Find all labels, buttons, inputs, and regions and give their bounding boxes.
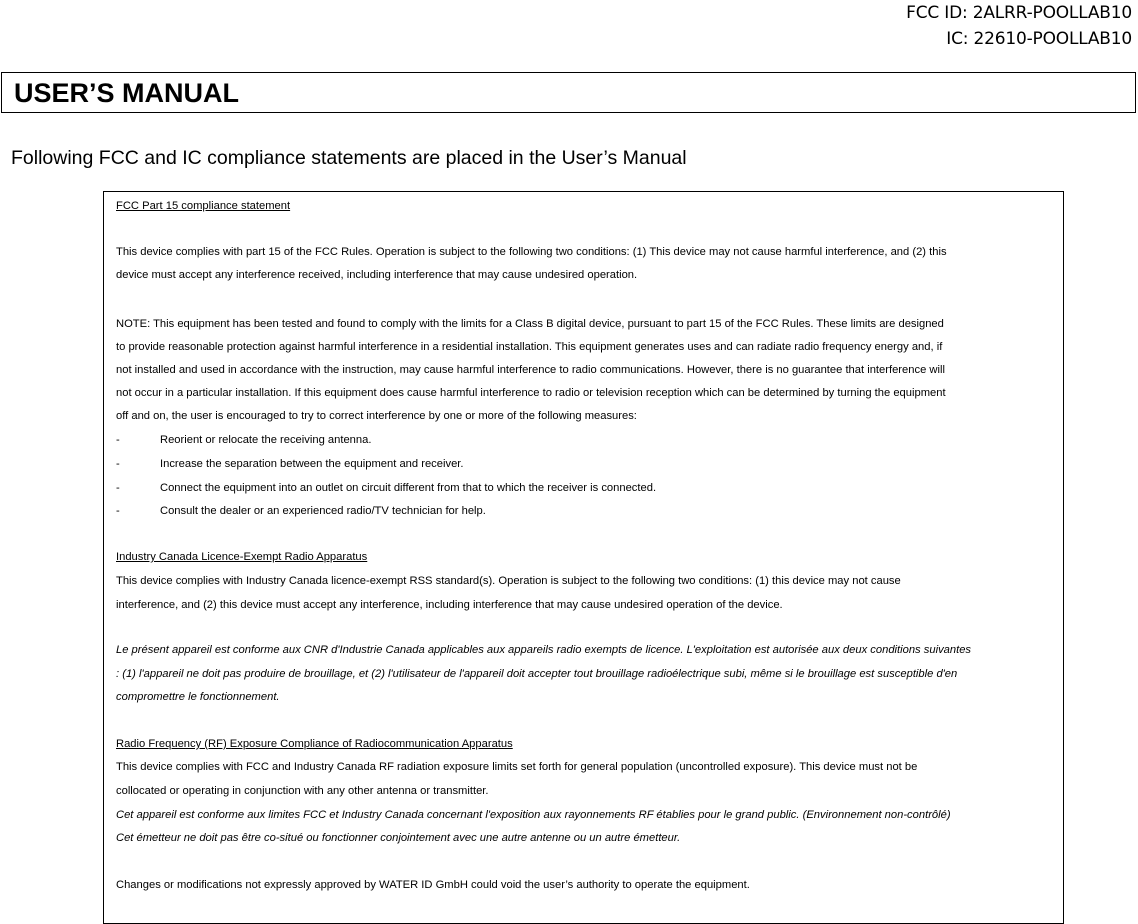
note-paragraph-line: not occur in a particular installation. If this equipment does cause harmful interference to radio or television reception which can be determined by turning the equipment	[116, 387, 946, 399]
ic-french-line: : (1) l'appareil ne doit pas produire de brouillage, et (2) l'utilisateur de l'appareil doit accepter tout brouillage radioélectrique subi, même si le brouillage est susceptible d'en	[116, 668, 958, 680]
measure-dash: -	[116, 505, 120, 517]
measure-dash: -	[116, 458, 120, 470]
measure-item: Reorient or relocate the receiving antenna.	[160, 434, 372, 446]
ic-paragraph-line: This device complies with Industry Canada licence-exempt RSS standard(s). Operation is subject to the following two conditions: (1) this device may not cause	[116, 575, 901, 587]
measure-dash: -	[116, 434, 120, 446]
intro-text: Following FCC and IC compliance statements are placed in the User’s Manual	[11, 147, 687, 169]
rf-heading: Radio Frequency (RF) Exposure Compliance of Radiocommunication Apparatus	[116, 738, 513, 750]
note-paragraph-line: NOTE: This equipment has been tested and found to comply with the limits for a Class B digital device, pursuant to part 15 of the FCC Rules. These limits are designed	[116, 318, 944, 330]
rf-paragraph-line: collocated or operating in conjunction with any other antenna or transmitter.	[116, 785, 489, 797]
page-title: USER’S MANUAL	[14, 78, 240, 108]
measure-item: Consult the dealer or an experienced radio/TV technician for help.	[160, 505, 486, 517]
ic-paragraph-line: interference, and (2) this device must accept any interference, including interference that may cause undesired operation of the device.	[116, 599, 783, 611]
note-paragraph-line: to provide reasonable protection against harmful interference in a residential installation. This equipment generates uses and can radiate radio frequency energy and, if	[116, 341, 943, 353]
fcc-heading: FCC Part 15 compliance statement	[116, 200, 291, 212]
changes-statement: Changes or modifications not expressly approved by WATER ID GmbH could void the user’s authority to operate the equipment.	[116, 879, 750, 891]
compliance-statement-box	[103, 191, 1064, 924]
ic-french-line: Le présent appareil est conforme aux CNR d'Industrie Canada applicables aux appareils radio exempts de licence. L'exploitation est autorisée aux deux conditions suivantes	[116, 644, 972, 656]
measure-item: Increase the separation between the equipment and receiver.	[160, 458, 464, 470]
ic-id: IC: 22610-POOLLAB10	[946, 29, 1132, 49]
ic-heading: Industry Canada Licence-Exempt Radio Apparatus	[116, 551, 368, 563]
measure-item: Connect the equipment into an outlet on circuit different from that to which the receiver is connected.	[160, 482, 657, 494]
measure-dash: -	[116, 482, 120, 494]
note-paragraph-line: not installed and used in accordance with the instruction, may cause harmful interference to radio communications. However, there is no guarantee that interference will	[116, 364, 945, 376]
title-box	[1, 72, 1136, 113]
certification-ids	[906, 0, 1132, 52]
note-paragraph-line: off and on, the user is encouraged to try to correct interference by one or more of the following measures:	[116, 410, 637, 422]
rf-french-line: Cet appareil est conforme aux limites FCC et Industry Canada concernant l'exposition aux rayonnements RF établies pour le grand public. (Environnement non-contrôlé)	[116, 809, 951, 821]
ic-french-line: compromettre le fonctionnement.	[116, 691, 280, 703]
fcc-paragraph-line: device must accept any interference received, including interference that may cause undesired operation.	[116, 269, 638, 281]
rf-french-line: Cet émetteur ne doit pas être co-situé ou fonctionner conjointement avec une autre antenne ou un autre émetteur.	[116, 832, 681, 844]
rf-paragraph-line: This device complies with FCC and Industry Canada RF radiation exposure limits set forth for general population (uncontrolled exposure). This device must not be	[116, 761, 918, 773]
fcc-id: FCC ID: 2ALRR-POOLLAB10	[906, 3, 1132, 23]
fcc-paragraph-line: This device complies with part 15 of the FCC Rules. Operation is subject to the following two conditions: (1) This device may not cause harmful interference, and (2) this	[116, 246, 947, 258]
